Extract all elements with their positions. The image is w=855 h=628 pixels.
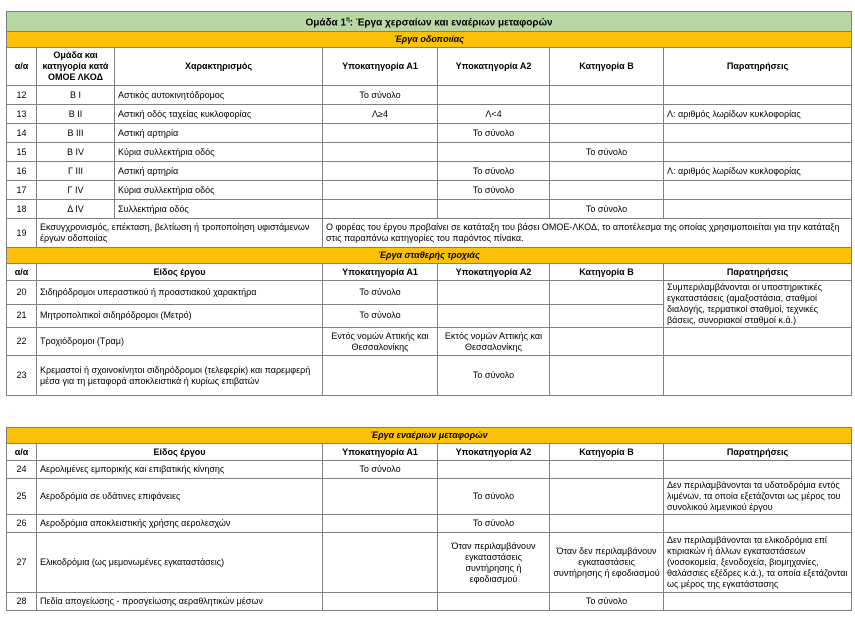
description-cell: Σιδηρόδρομοι υπεραστικού ή προαστιακού χαρακτήρα <box>37 281 323 305</box>
a2-cell: Το σύνολο <box>438 356 550 396</box>
table-row <box>7 328 852 356</box>
a2-cell <box>438 593 550 611</box>
notes-cell <box>664 143 852 162</box>
category-cell: Β ΙΙ <box>37 105 115 124</box>
road-header-row <box>7 48 852 86</box>
notes-cell: Λ: αριθμός λωρίδων κυκλοφορίας <box>664 105 852 124</box>
a2-cell: Όταν περιλαμβάνουν εγκαταστάσεις συντήρησης ή εφοδιασμού <box>438 533 550 593</box>
row-number: 26 <box>7 515 37 533</box>
table-row <box>7 105 852 124</box>
notes-cell <box>664 124 852 143</box>
description-cell: Κύρια συλλεκτήρια οδός <box>115 143 323 162</box>
table-row <box>7 461 852 479</box>
a1-cell: Το σύνολο <box>323 86 438 105</box>
row-number: 25 <box>7 479 37 515</box>
a1-cell <box>323 479 438 515</box>
row-number: 12 <box>7 86 37 105</box>
notes-cell <box>664 461 852 479</box>
description-cell: Κρεμαστοί ή σχοινοκίνητοι σιδηρόδρομοι (τελεφερίκ) και παρεμφερή μέσα για τη μεταφορά αποκλειστικά ή κυρίως επιβατών <box>37 356 323 396</box>
b-cell: Το σύνολο <box>550 143 664 162</box>
description-cell: Αερολιμένες εμπορικής και επιβατικής κίνησης <box>37 461 323 479</box>
description-cell: Αστική οδός ταχείας κυκλοφορίας <box>115 105 323 124</box>
notes-cell: Συμπεριλαμβάνονται οι υποστηρικτικές εγκαταστάσεις (αμαξοστάσια, σταθμοί διαλογής, τερματικοί σταθμοί, τεχνικές βάσεις, συνοριακοί σταθμοί κ.ά.) <box>664 281 852 328</box>
column-header: Κατηγορία Β <box>550 264 664 281</box>
table-row <box>7 124 852 143</box>
air-header-row <box>7 444 852 461</box>
a1-cell: Το σύνολο <box>323 281 438 305</box>
column-header: Είδος έργου <box>37 444 323 461</box>
row-number: 20 <box>7 281 37 305</box>
column-header: Είδος έργου <box>37 264 323 281</box>
description-cell: Αστική αρτηρία <box>115 124 323 143</box>
description-cell: Αστικός αυτοκινητόδρομος <box>115 86 323 105</box>
category-cell: Δ IV <box>37 200 115 219</box>
row-number: 14 <box>7 124 37 143</box>
a2-cell <box>438 281 550 305</box>
a1-cell <box>323 515 438 533</box>
b-cell <box>550 479 664 515</box>
notes-cell <box>664 356 852 396</box>
notes-cell: Δεν περιλαμβάνονται τα ελικοδρόμια επί κτιριακών ή άλλων εγκαταστάσεων (νοσοκομεία, ξενοδοχεία, βιομηχανίες, θαλάσσιες εξέδρες κ.ά.), τα οποία εξετάζονται ως μέρος της εγκατάστασης <box>664 533 852 593</box>
a1-cell: Το σύνολο <box>323 304 438 328</box>
a2-cell <box>438 143 550 162</box>
notes-cell <box>664 200 852 219</box>
a1-cell <box>323 124 438 143</box>
column-header: Χαρακτηρισμός <box>115 48 323 86</box>
column-header: Παρατηρήσεις <box>664 264 852 281</box>
b-cell <box>550 105 664 124</box>
description-cell: Κύρια συλλεκτήρια οδός <box>115 181 323 200</box>
a2-cell: Λ<4 <box>438 105 550 124</box>
table-row <box>7 515 852 533</box>
b-cell <box>550 356 664 396</box>
notes-cell <box>664 181 852 200</box>
column-header: Υποκατηγορία Α2 <box>438 48 550 86</box>
table-title-row <box>7 12 852 32</box>
row-number: 18 <box>7 200 37 219</box>
description-cell: Συλλεκτήρια οδός <box>115 200 323 219</box>
a2-cell <box>438 86 550 105</box>
a1-cell <box>323 593 438 611</box>
notes-cell <box>664 515 852 533</box>
a1-cell <box>323 200 438 219</box>
a2-cell: Το σύνολο <box>438 162 550 181</box>
table-row <box>7 200 852 219</box>
table-row <box>7 479 852 515</box>
row-number: 13 <box>7 105 37 124</box>
b-cell: Όταν δεν περιλαμβάνουν εγκαταστάσεις συντήρησης ή εφοδιασμού <box>550 533 664 593</box>
row-number: 17 <box>7 181 37 200</box>
description-cell: Πεδία απογείωσης - προσγείωσης αεραθλητικών μέσων <box>37 593 323 611</box>
a2-cell: Το σύνολο <box>438 181 550 200</box>
column-header: α/α <box>7 48 37 86</box>
row-number: 15 <box>7 143 37 162</box>
column-header: Υποκατηγορία Α1 <box>323 264 438 281</box>
a2-cell: Το σύνολο <box>438 124 550 143</box>
a1-cell <box>323 162 438 181</box>
a1-cell <box>323 181 438 200</box>
b-cell <box>550 515 664 533</box>
row-number: 16 <box>7 162 37 181</box>
column-header: Παρατηρήσεις <box>664 444 852 461</box>
a2-cell <box>438 461 550 479</box>
notes-cell <box>664 86 852 105</box>
category-cell: Γ ΙΙΙ <box>37 162 115 181</box>
column-header: α/α <box>7 264 37 281</box>
section-title-rail: Έργα σταθερής τροχιάς <box>7 248 852 264</box>
table-row <box>7 356 852 396</box>
column-header: Κατηγορία Β <box>550 48 664 86</box>
main-table <box>6 11 852 396</box>
column-header: Κατηγορία Β <box>550 444 664 461</box>
a2-cell: Το σύνολο <box>438 479 550 515</box>
table-row <box>7 281 852 305</box>
column-header: α/α <box>7 444 37 461</box>
b-cell: Το σύνολο <box>550 593 664 611</box>
notes-cell: Ο φορέας του έργου προβαίνει σε κατάταξη του βάσει ΟΜΟΕ-ΛΚΟΔ, το αποτέλεσμα της οποίας χρησιμοποιείται για την κατάταξη στις παραπάνω κατηγορίες του παρόντος πίνακα. <box>323 219 852 248</box>
row-number: 27 <box>7 533 37 593</box>
b-cell <box>550 181 664 200</box>
row-number: 24 <box>7 461 37 479</box>
notes-cell: Λ: αριθμός λωρίδων κυκλοφορίας <box>664 162 852 181</box>
table-row <box>7 143 852 162</box>
column-header: Υποκατηγορία Α2 <box>438 444 550 461</box>
a2-cell: Εκτός νομών Αττικής και Θεσσαλονίκης <box>438 328 550 356</box>
category-cell: Γ IV <box>37 181 115 200</box>
table-title: Ομάδα $1^\eta$: Έργα χερσαίων και εναέριων μεταφορών <box>7 12 852 32</box>
b-cell <box>550 328 664 356</box>
column-header: Υποκατηγορία Α2 <box>438 264 550 281</box>
a2-cell: Το σύνολο <box>438 515 550 533</box>
table-row <box>7 86 852 105</box>
b-cell <box>550 86 664 105</box>
category-cell: Β Ι <box>37 86 115 105</box>
description-cell: Μητροπολιτικοί σιδηρόδρομοι (Μετρό) <box>37 304 323 328</box>
notes-cell <box>664 328 852 356</box>
air-table <box>6 427 852 611</box>
section-title-air: Έργα εναέριων μεταφορών <box>7 428 852 444</box>
table-row <box>7 162 852 181</box>
table-row <box>7 181 852 200</box>
description-cell: Ελικοδρόμια (ως μεμονωμένες εγκαταστάσεις) <box>37 533 323 593</box>
b-cell <box>550 124 664 143</box>
a1-cell: Το σύνολο <box>323 461 438 479</box>
b-cell: Το σύνολο <box>550 200 664 219</box>
description-cell: Αεροδρόμια σε υδάτινες επιφάνειες <box>37 479 323 515</box>
row-number: 28 <box>7 593 37 611</box>
a2-cell <box>438 200 550 219</box>
column-header: Ομάδα και κατηγορία κατά ΟΜΟΕ ΛΚΟΔ <box>37 48 115 86</box>
description-cell: Εκσυγχρονισμός, επέκταση, βελτίωση ή τροποποίηση υφιστάμενων έργων οδοποιίας <box>37 219 323 248</box>
description-cell: Αστική αρτηρία <box>115 162 323 181</box>
row-number: 21 <box>7 304 37 328</box>
notes-cell: Δεν περιλαμβάνονται τα υδατοδρόμια εντός λιμένων, τα οποία εξετάζονται ως μέρος του συνολικού λιμενικού έργου <box>664 479 852 515</box>
table-row <box>7 593 852 611</box>
description-cell: Τροχιόδρομοι (Τραμ) <box>37 328 323 356</box>
rail-header-row <box>7 264 852 281</box>
a1-cell <box>323 143 438 162</box>
description-cell: Αεροδρόμια αποκλειστικής χρήσης αερολεσχών <box>37 515 323 533</box>
a1-cell: Λ≥4 <box>323 105 438 124</box>
section-title-road: Έργα οδοποιίας <box>7 32 852 48</box>
b-cell <box>550 461 664 479</box>
b-cell <box>550 304 664 328</box>
category-cell: Β IV <box>37 143 115 162</box>
table-row <box>7 219 852 248</box>
column-header: Υποκατηγορία Α1 <box>323 444 438 461</box>
a1-cell <box>323 533 438 593</box>
column-header: Παρατηρήσεις <box>664 48 852 86</box>
row-number: 22 <box>7 328 37 356</box>
notes-cell <box>664 593 852 611</box>
row-number: 19 <box>7 219 37 248</box>
row-number: 23 <box>7 356 37 396</box>
b-cell <box>550 162 664 181</box>
a2-cell <box>438 304 550 328</box>
b-cell <box>550 281 664 305</box>
category-cell: Β ΙΙΙ <box>37 124 115 143</box>
a1-cell <box>323 356 438 396</box>
column-header: Υποκατηγορία Α1 <box>323 48 438 86</box>
a1-cell: Εντός νομών Αττικής και Θεσσαλονίκης <box>323 328 438 356</box>
table-row <box>7 533 852 593</box>
